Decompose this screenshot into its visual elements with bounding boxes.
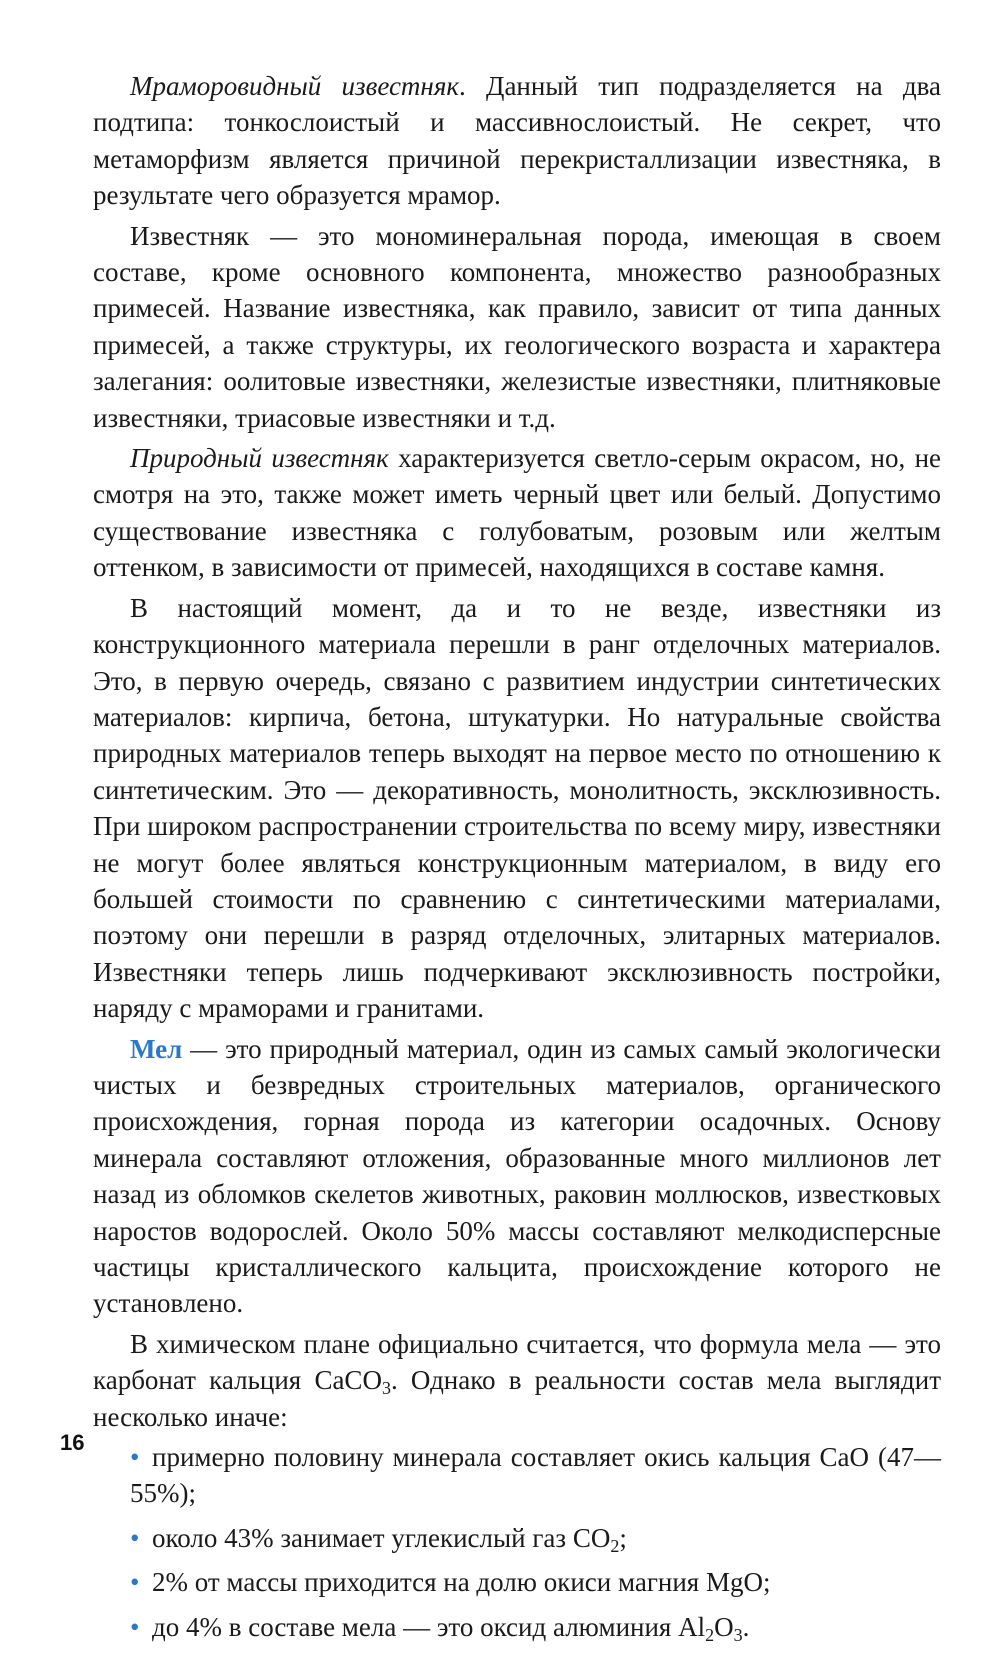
paragraph-text: . Однако в реальности состав мела выглядит несколько иначе: (93, 1365, 942, 1432)
paragraph-text: В настоящий момент, да и то не везде, известняки из конструкционного материала перешли в ранг отделочных материалов. Это, в первую очередь, связано с развитием индустрии синтетических материалов: кирпича, бетона, штукатурки. Но натуральные свойства природных материалов теперь выходят на первое место по отношению к синтетическим. Это — декоративность, монолитность, эксклюзивность. При широком распространении строительства по всему миру, известняки не могут более являться конструкционным материалом, в виду его большей стоимости по сравнению с синтетическими материалами, поэтому они перешли в разряд отделочных, элитарных материалов. Известняки теперь лишь подчеркивают эксклюзивность постройки, наряду с мраморами и гранитами. (93, 592, 941, 1024)
bullet-icon: • (130, 1442, 140, 1473)
chalk-composition-list (93, 1439, 941, 1645)
paragraph-chalk-chemistry (93, 1326, 941, 1435)
list-item-text: 2% от массы приходится на долю окиси магния MgO; (152, 1567, 771, 1598)
subscript: 3 (733, 1624, 743, 1645)
page-body (93, 68, 941, 1653)
paragraph-marble-limestone (93, 68, 941, 214)
subscript: 2 (705, 1624, 715, 1645)
bullet-icon: • (130, 1611, 140, 1642)
bullet-icon: • (130, 1567, 140, 1598)
list-item-text: . (742, 1611, 750, 1642)
paragraph-text: Известняк — это мономинеральная порода, имеющая в своем составе, кроме основного компонента, множество разнообразных примесей. Название известняка, как правило, зависит от типа данных примесей, а также структуры, их геологического возраста и характера залегания: оолитовые известняки, железистые известняки, плитняковые известняки, триасовые известняки и т.д. (93, 220, 941, 433)
list-item-text: O (714, 1611, 734, 1642)
paragraph-natural-limestone (93, 440, 941, 586)
paragraph-text: В химическом плане официально считается, что формула мела — это карбонат кальция CaCO (93, 1328, 941, 1396)
list-item (93, 1564, 941, 1600)
paragraph-limestone-usage (93, 590, 941, 1027)
page-number: 16 (60, 1430, 85, 1455)
list-item-text: до 4% в составе мела — это оксид алюминия Al (152, 1611, 706, 1642)
paragraph-limestone-definition (93, 218, 941, 436)
paragraph-text: характеризуется светло-серым окрасом, но, не смотря на это, также может иметь черный цвет или белый. Допустимо существование известняка с голубоватым, розовым или желтым оттенком, в зависимости от примесей, находящихся в составе камня. (93, 443, 942, 583)
list-item-text: ; (619, 1522, 627, 1553)
term-chalk: Мел (130, 1033, 183, 1064)
list-item-text: около 43% занимает углекислый газ CO (152, 1522, 611, 1553)
subscript: 2 (610, 1535, 620, 1556)
term-marble-limestone: Мраморовидный известняк (130, 71, 459, 101)
list-item (93, 1520, 941, 1556)
paragraph-text: — это природный материал, один из самых самый экологически чистых и безвредных строительных материалов, органического происхождения, горная порода из категории осадочных. Основу минерала составляют отложения, образованные много миллионов лет назад из обломков скелетов животных, раковин моллюсков, известковых наростов водорослей. Около 50% массы составляют мелкодисперсные частицы кристаллического кальцита, происхождение которого не установлено. (93, 1033, 941, 1319)
list-item-text: примерно половину минерала составляет окись кальция CaO (47—55%); (130, 1442, 941, 1509)
list-item (93, 1439, 941, 1512)
paragraph-chalk (93, 1031, 941, 1322)
bullet-icon: • (130, 1522, 140, 1553)
term-natural-limestone: Природный известняк (130, 443, 389, 474)
list-item (93, 1609, 941, 1645)
subscript: 3 (381, 1378, 391, 1399)
paragraph-text: . Данный тип подразделяется на два подтипа: тонкослоистый и массивнослоистый. Не секрет, что метаморфизм является причиной перекристаллизации известняка, в результате чего образуется мрамор. (93, 71, 941, 211)
